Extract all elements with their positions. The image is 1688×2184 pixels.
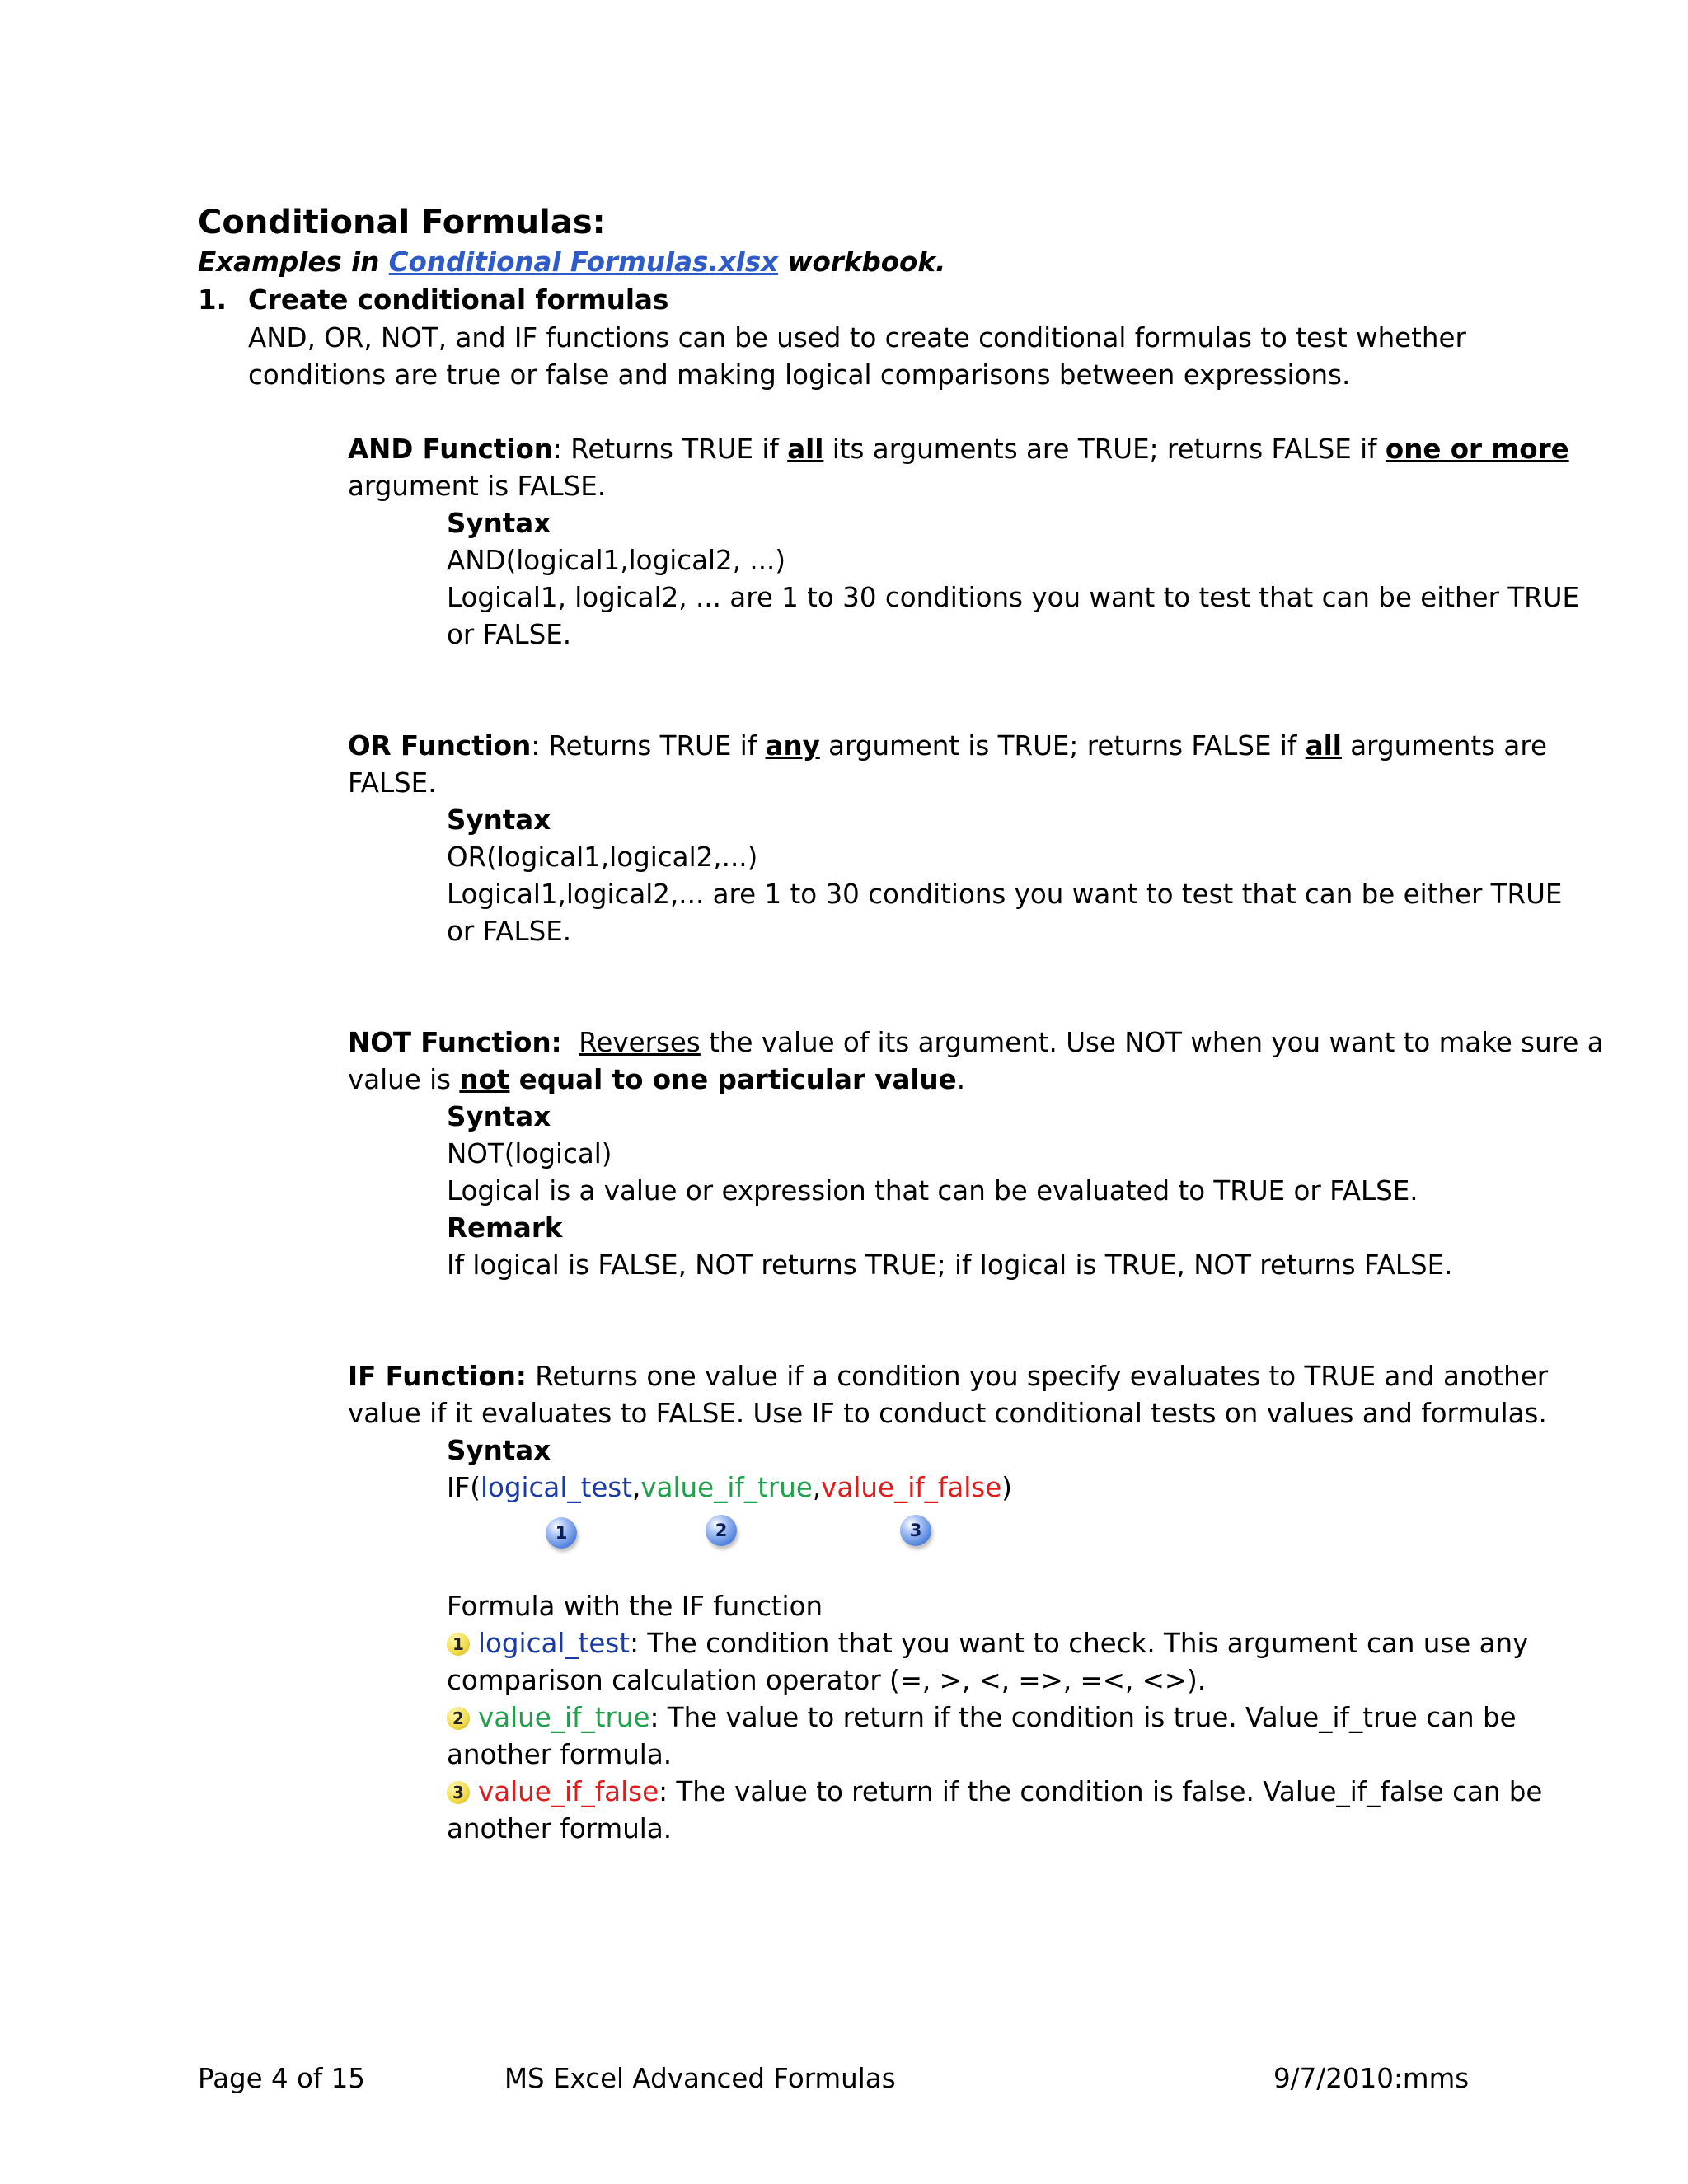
or-description: OR Function: Returns TRUE if any argument is TRUE; returns FALSE if all arguments are — [348, 730, 1547, 762]
not-syntax: NOT(logical) — [447, 1138, 612, 1169]
not-syntax-label: Syntax — [447, 1101, 551, 1132]
and-args-1: Logical1, logical2, ... are 1 to 30 conditions you want to test that can be either TRUE — [447, 582, 1580, 613]
number-3-icon: 3 — [447, 1781, 470, 1804]
and-function-name: AND Function — [348, 434, 553, 465]
intro-line-2: conditions are true or false and making logical comparisons between expressions. — [248, 359, 1351, 391]
if-item-3: 3 value_if_false: The value to return if the condition is false. Value_if_false can be — [447, 1774, 1542, 1810]
if-item-2: 2 value_if_true: The value to return if the condition is true. Value_if_true can be — [447, 1699, 1517, 1736]
and-emphasis-one-or-more: one or more — [1385, 434, 1569, 465]
if-arg-value-if-true: value_if_true — [640, 1472, 813, 1503]
if-description-cont: value if it evaluates to FALSE. Use IF to conduct conditional tests on values and formulas. — [348, 1398, 1547, 1429]
and-syntax-label: Syntax — [447, 508, 551, 539]
or-syntax: OR(logical1,logical2,...) — [447, 841, 758, 873]
not-emphasis-reverses: Reverses — [579, 1027, 701, 1058]
and-args-2: or FALSE. — [447, 619, 572, 650]
not-function-name: NOT Function: — [348, 1027, 562, 1058]
or-description-cont: FALSE. — [348, 767, 437, 799]
not-description: NOT Function: Reverses the value of its argument. Use NOT when you want to make sure a — [348, 1027, 1604, 1058]
not-remark: If logical is FALSE, NOT returns TRUE; if logical is TRUE, NOT returns FALSE. — [447, 1249, 1453, 1281]
if-arg-logical-test: logical_test — [480, 1472, 633, 1503]
callout-3-icon: 3 — [900, 1515, 931, 1546]
and-emphasis-all: all — [787, 434, 824, 465]
if-arg-value-if-false: value_if_false — [821, 1472, 1002, 1503]
intro-line-1: AND, OR, NOT, and IF functions can be used to create conditional formulas to test whether — [248, 322, 1466, 354]
not-emphasis-not: not — [459, 1064, 510, 1095]
examples-suffix: workbook. — [778, 246, 946, 278]
examples-prefix: Examples in — [198, 246, 389, 278]
section-heading: Create conditional formulas — [248, 284, 669, 316]
examples-line — [198, 244, 945, 280]
and-description-cont: argument is FALSE. — [348, 471, 607, 502]
callout-2-icon: 2 — [706, 1515, 737, 1546]
and-description: AND Function: Returns TRUE if all its arguments are TRUE; returns FALSE if one or more — [348, 434, 1569, 465]
footer-page-number: Page 4 of 15 — [198, 2063, 366, 2094]
or-args-2: or FALSE. — [447, 916, 572, 947]
footer-document-title: MS Excel Advanced Formulas — [504, 2063, 896, 2094]
if-syntax-label: Syntax — [447, 1435, 551, 1466]
not-remark-label: Remark — [447, 1212, 563, 1244]
or-syntax-label: Syntax — [447, 804, 551, 836]
section-number: 1. — [198, 284, 227, 316]
page-title: Conditional Formulas: — [198, 204, 606, 241]
if-description: IF Function: Returns one value if a condition you specify evaluates to TRUE and another — [348, 1361, 1549, 1392]
if-caption: Formula with the IF function — [447, 1591, 823, 1622]
and-syntax: AND(logical1,logical2, ...) — [447, 545, 786, 576]
or-emphasis-any: any — [765, 730, 820, 762]
or-emphasis-all: all — [1305, 730, 1342, 762]
if-item-3-cont: another formula. — [447, 1813, 673, 1844]
number-1-icon: 1 — [447, 1633, 470, 1656]
not-desc: Logical is a value or expression that can be evaluated to TRUE or FALSE. — [447, 1175, 1418, 1207]
if-syntax: IF(logical_test,value_if_true,value_if_false) — [447, 1472, 1012, 1503]
if-item-2-cont: another formula. — [447, 1739, 673, 1770]
if-item-1-cont: comparison calculation operator (=, >, <, =>, =<, <>). — [447, 1665, 1207, 1696]
or-function-name: OR Function — [348, 730, 532, 762]
if-item-1: 1 logical_test: The condition that you want to check. This argument can use any — [447, 1625, 1528, 1661]
not-description-cont: value is not equal to one particular value. — [348, 1064, 966, 1095]
footer-date: 9/7/2010:mms — [1273, 2063, 1470, 2094]
or-args-1: Logical1,logical2,... are 1 to 30 conditions you want to test that can be either TRUE — [447, 879, 1563, 910]
if-function-name: IF Function: — [348, 1361, 527, 1392]
number-2-icon: 2 — [447, 1707, 470, 1730]
workbook-link[interactable]: Conditional Formulas.xlsx — [388, 246, 779, 278]
callout-1-icon: 1 — [546, 1517, 577, 1549]
